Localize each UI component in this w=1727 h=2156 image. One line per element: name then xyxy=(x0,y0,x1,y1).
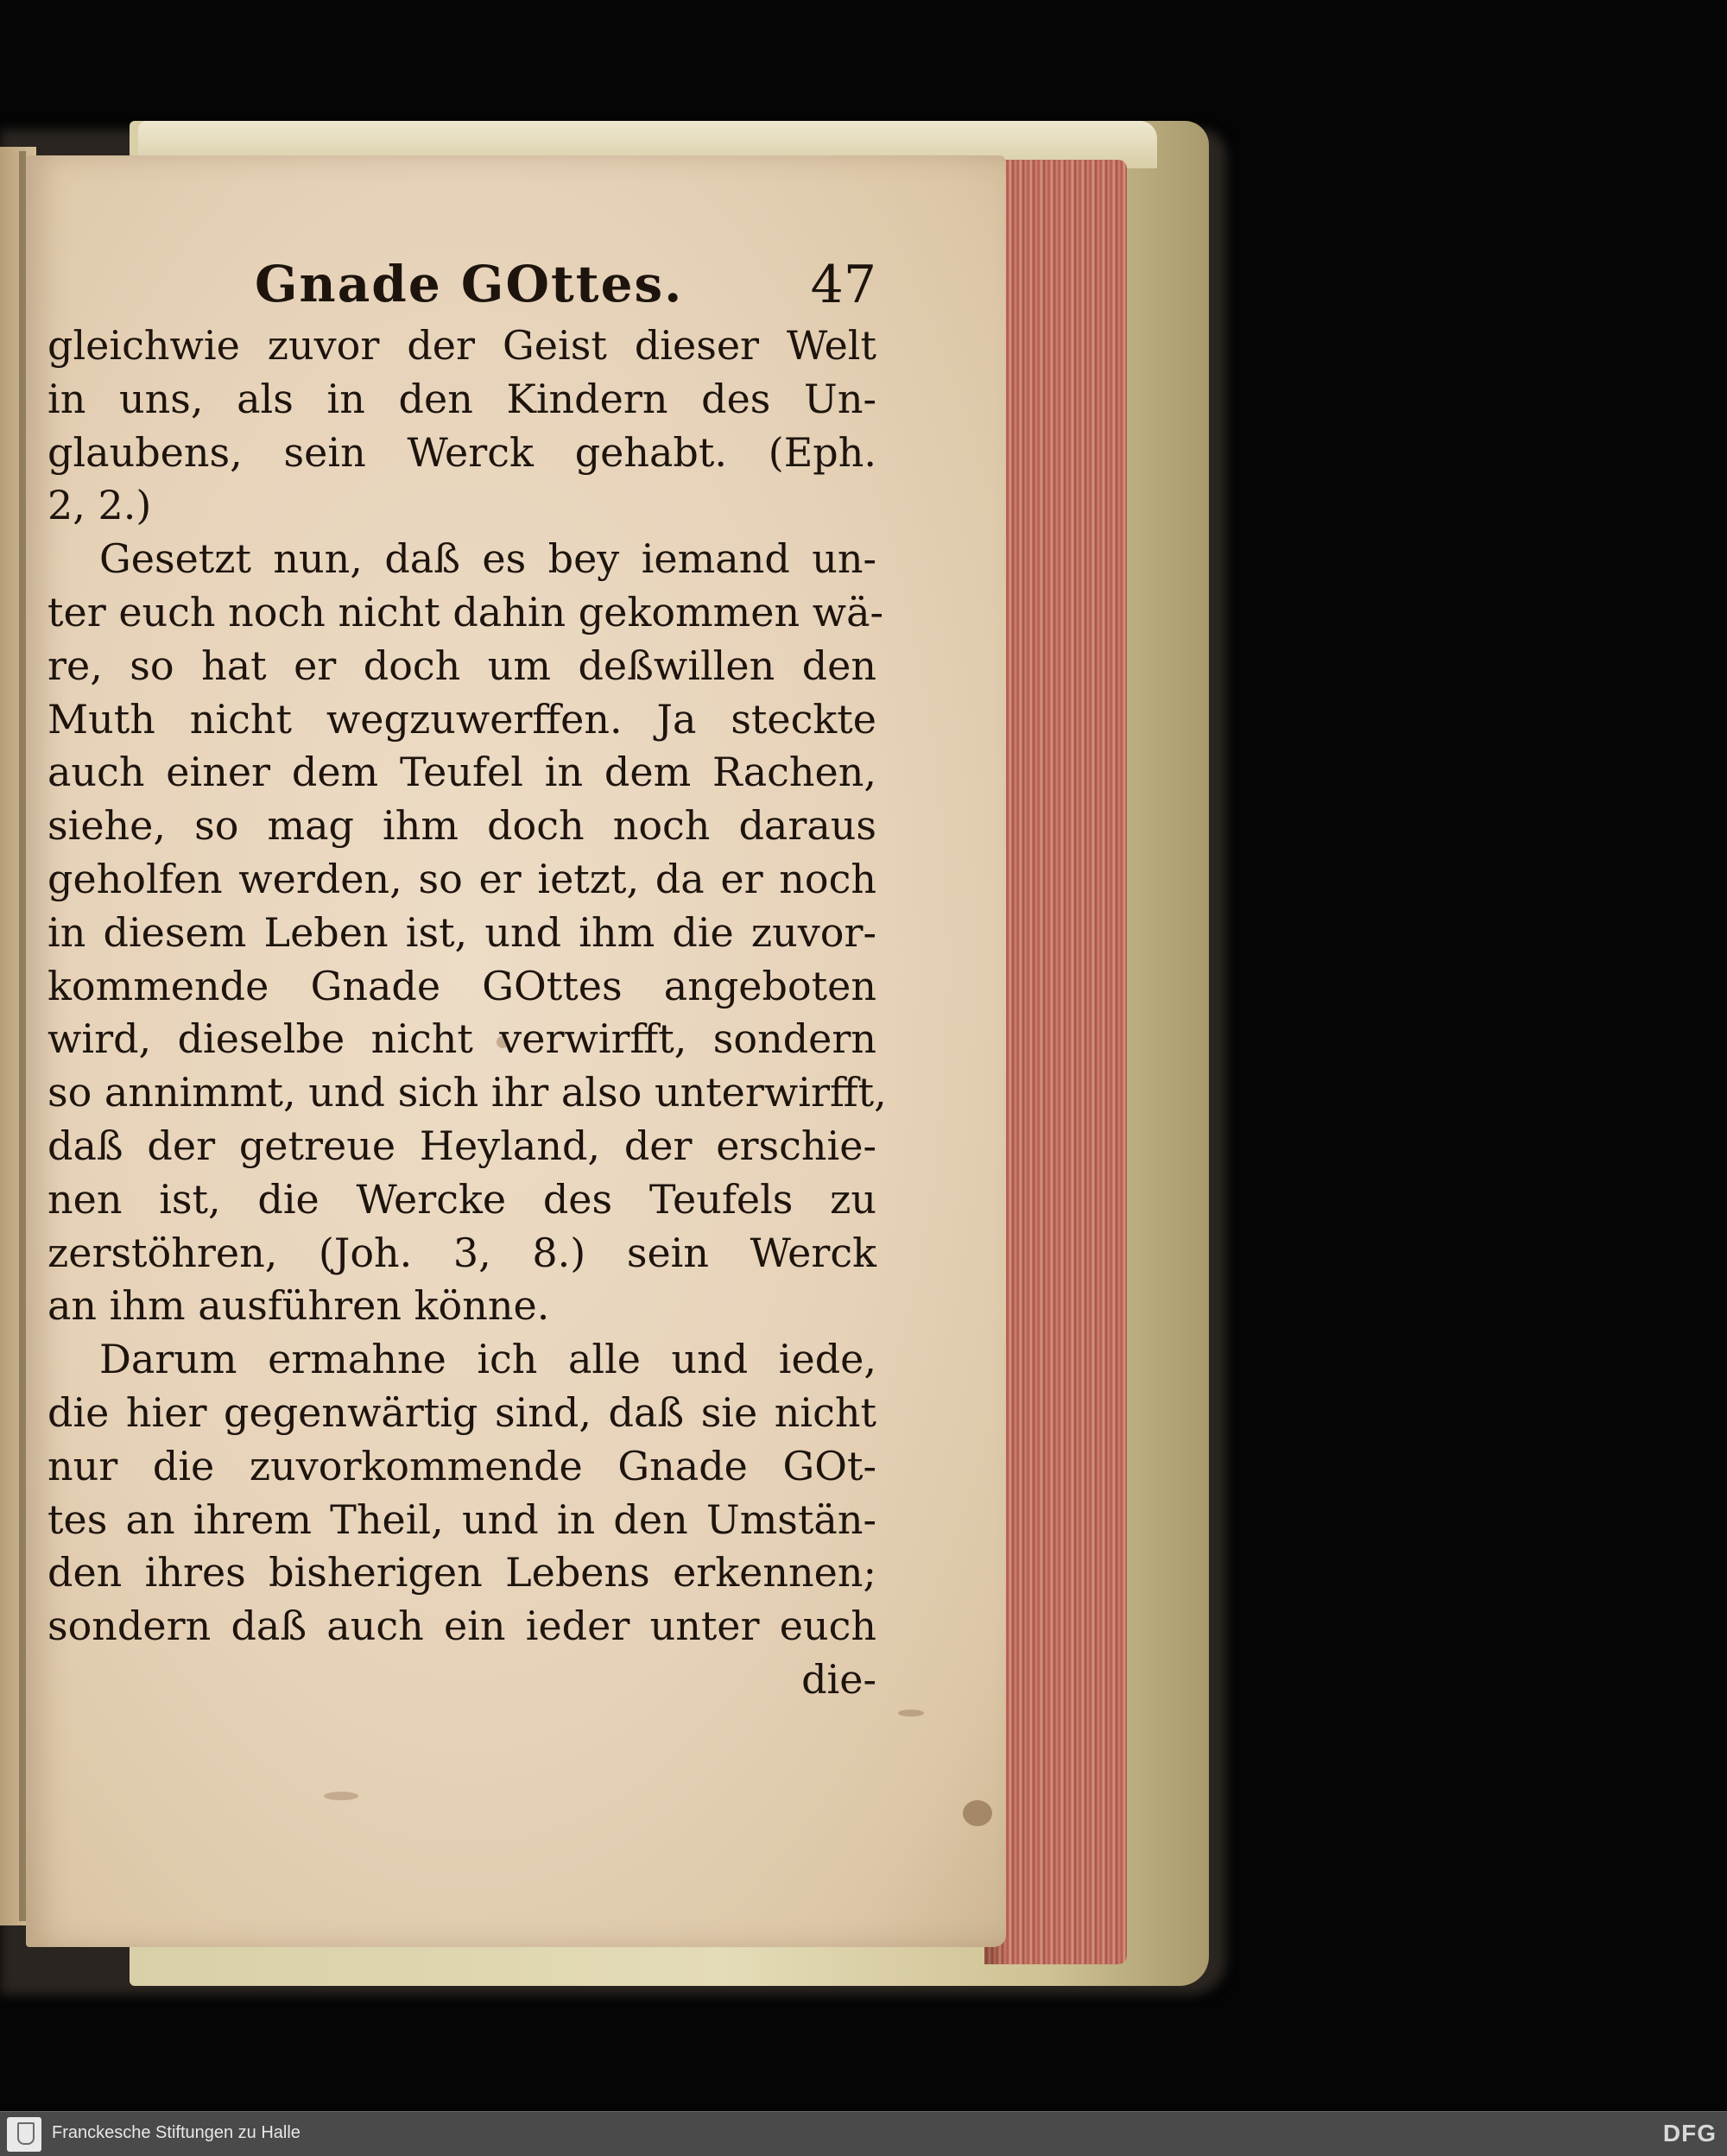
catchword: die- xyxy=(801,1655,876,1703)
text-line: auch einer dem Teufel in dem Rachen, xyxy=(47,749,876,796)
text-line: die hier gegenwärtig sind, daß sie nicht xyxy=(47,1388,876,1436)
text-line: daß der getreue Heyland, der erschie- xyxy=(47,1122,876,1169)
page-number: 47 xyxy=(810,255,876,315)
text-line: re, so hat er doch um deßwillen den xyxy=(47,642,876,689)
running-head: Gnade GOttes. xyxy=(255,255,684,313)
text-line: geholfen werden, so er ietzt, da er noch xyxy=(47,855,876,902)
text-line: nen ist, die Wercke des Teufels zu xyxy=(47,1175,876,1223)
foxing-spot xyxy=(898,1710,924,1717)
text-line: Darum ermahne ich alle und iede, xyxy=(99,1336,876,1383)
spine-gutter xyxy=(19,151,26,1921)
text-line: nur die zuvorkommende Gnade GOt- xyxy=(47,1442,876,1489)
viewer-footer xyxy=(0,2111,1727,2156)
institution-logo-icon xyxy=(7,2117,41,2152)
text-line: Muth nicht wegzuwerffen. Ja steckte xyxy=(47,695,876,743)
text-line: tes an ihrem Theil, und in den Umstän- xyxy=(47,1495,876,1543)
text-line: zerstöhren, (Joh. 3, 8.) sein Werck xyxy=(47,1229,876,1276)
text-line: kommende Gnade GOttes angeboten xyxy=(47,962,876,1009)
text-line: Gesetzt nun, daß es bey iemand un- xyxy=(99,535,876,583)
text-line: glaubens, sein Werck gehabt. (Eph. xyxy=(47,428,876,476)
text-line: ter euch noch nicht dahin gekommen wä- xyxy=(47,588,884,635)
foxing-spot xyxy=(324,1792,358,1800)
institution-name: Franckesche Stiftungen zu Halle xyxy=(52,2123,300,2142)
body-text xyxy=(47,319,887,1707)
text-line: wird, dieselbe nicht verwirfft, sondern xyxy=(47,1015,876,1063)
dfg-logo: DFG xyxy=(1662,2120,1717,2147)
text-line: gleichwie zuvor der Geist dieser Welt xyxy=(47,322,876,369)
text-line: in diesem Leben ist, und ihm die zuvor- xyxy=(47,908,876,956)
text-line: siehe, so mag ihm doch noch daraus xyxy=(47,802,876,850)
foxing-spot xyxy=(963,1800,992,1826)
text-line: an ihm ausführen könne. xyxy=(47,1282,550,1330)
text-line: 2, 2.) xyxy=(47,482,152,529)
text-line: den ihres bisherigen Lebens erkennen; xyxy=(47,1549,876,1596)
text-line: so annimmt, und sich ihr also unterwirfft, xyxy=(47,1069,887,1116)
page-header xyxy=(47,255,876,315)
text-line: sondern daß auch ein ieder unter euch xyxy=(47,1603,876,1650)
text-line: in uns, als in den Kindern des Un- xyxy=(47,375,876,422)
